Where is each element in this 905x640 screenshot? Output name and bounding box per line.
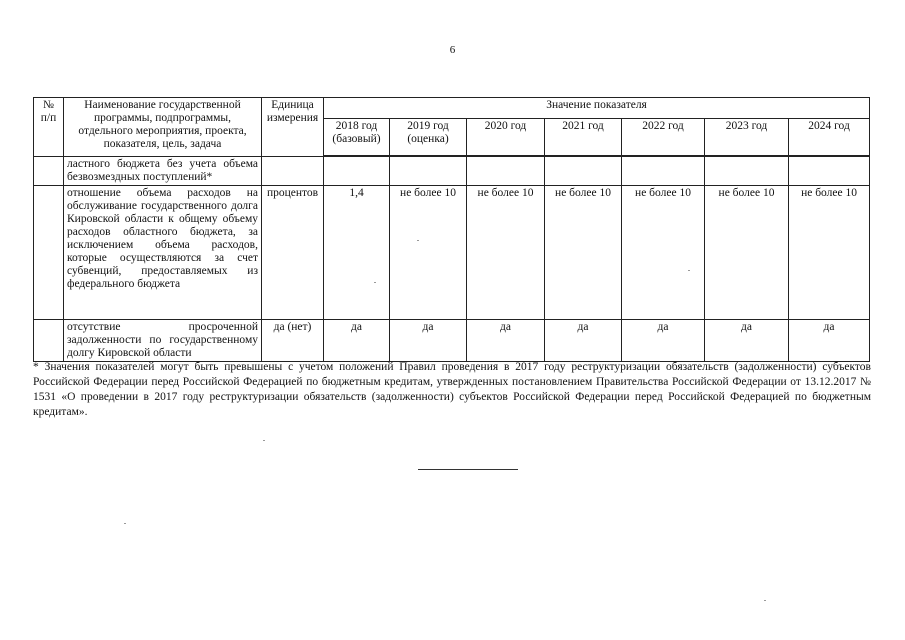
row-value: [789, 157, 870, 186]
row-value: не более 10: [545, 186, 622, 320]
row-value: не более 10: [622, 186, 705, 320]
row-num: [34, 157, 64, 186]
row-value: да: [390, 320, 467, 362]
scan-speck: [374, 282, 376, 283]
header-year: 2020 год: [467, 119, 545, 156]
header-year: 2022 год: [622, 119, 705, 156]
header-name: Наименование государственной программы, подпрограммы, отдельного мероприятия, проекта, показателя, цель, задача: [64, 98, 262, 157]
scan-speck: [263, 440, 265, 441]
row-value: [324, 157, 390, 186]
row-value: да: [545, 320, 622, 362]
row-unit: [262, 157, 324, 186]
row-num: [34, 186, 64, 320]
header-year: 2021 год: [545, 119, 622, 156]
header-value-group: Значение показателя: [324, 98, 870, 119]
scan-speck: [764, 600, 766, 601]
row-value: не более 10: [390, 186, 467, 320]
header-year: 2019 год (оценка): [390, 119, 467, 156]
row-unit: да (нет): [262, 320, 324, 362]
header-row-top: [34, 98, 870, 119]
row-value: да: [622, 320, 705, 362]
row-num: [34, 320, 64, 362]
row-value: [545, 157, 622, 186]
row-value: не более 10: [789, 186, 870, 320]
scan-speck: [417, 240, 419, 241]
row-value: да: [705, 320, 789, 362]
row-value: не более 10: [705, 186, 789, 320]
indicators-table: [33, 97, 870, 362]
row-name: отношение объема расходов на обслуживание государственного долга Кировской области к общему объему расходов областного бюджета, за исключением объема расходов, которые осуществляются за счет субвенций, предоставляемых из федерального бюджета: [64, 186, 262, 320]
end-divider: [418, 469, 518, 470]
row-value: [622, 157, 705, 186]
row-name: ластного бюджета без учета объема безвозмездных поступлений*: [64, 157, 262, 186]
row-value: 1,4: [324, 186, 390, 320]
row-unit: процентов: [262, 186, 324, 320]
header-year: 2018 год (базовый): [324, 119, 390, 156]
row-value: да: [467, 320, 545, 362]
row-value: да: [324, 320, 390, 362]
row-value: [390, 157, 467, 186]
scan-speck: [688, 270, 690, 271]
header-year: 2023 год: [705, 119, 789, 156]
table-row: [34, 157, 870, 186]
footnote-text: * Значения показателей могут быть превышены с учетом положений Правил проведения в 2017 году реструктуризации обязательств (задолженности) субъектов Российской Федерации перед Российской Федерацией по бюджетным кредитам, утвержденных постановлением Правительства Российской Федерации от 13.12.2017 № 1531 «О проведении в 2017 году реструктуризации обязательств (задолженности) субъектов Российской Федерации перед Российской Федерацией по бюджетным кредитам».: [33, 361, 871, 418]
row-value: не более 10: [467, 186, 545, 320]
header-num: № п/п: [34, 98, 64, 157]
header-year: 2024 год: [789, 119, 870, 156]
footnote: [33, 360, 871, 420]
row-value: да: [789, 320, 870, 362]
header-unit: Единица измерения: [262, 98, 324, 157]
row-value: [705, 157, 789, 186]
row-value: [467, 157, 545, 186]
scan-speck: [124, 523, 126, 524]
table-row: [34, 186, 870, 320]
row-name: отсутствие просроченной задолженности по государственному долгу Кировской области: [64, 320, 262, 362]
page-number: 6: [449, 44, 456, 56]
table-row: [34, 320, 870, 362]
